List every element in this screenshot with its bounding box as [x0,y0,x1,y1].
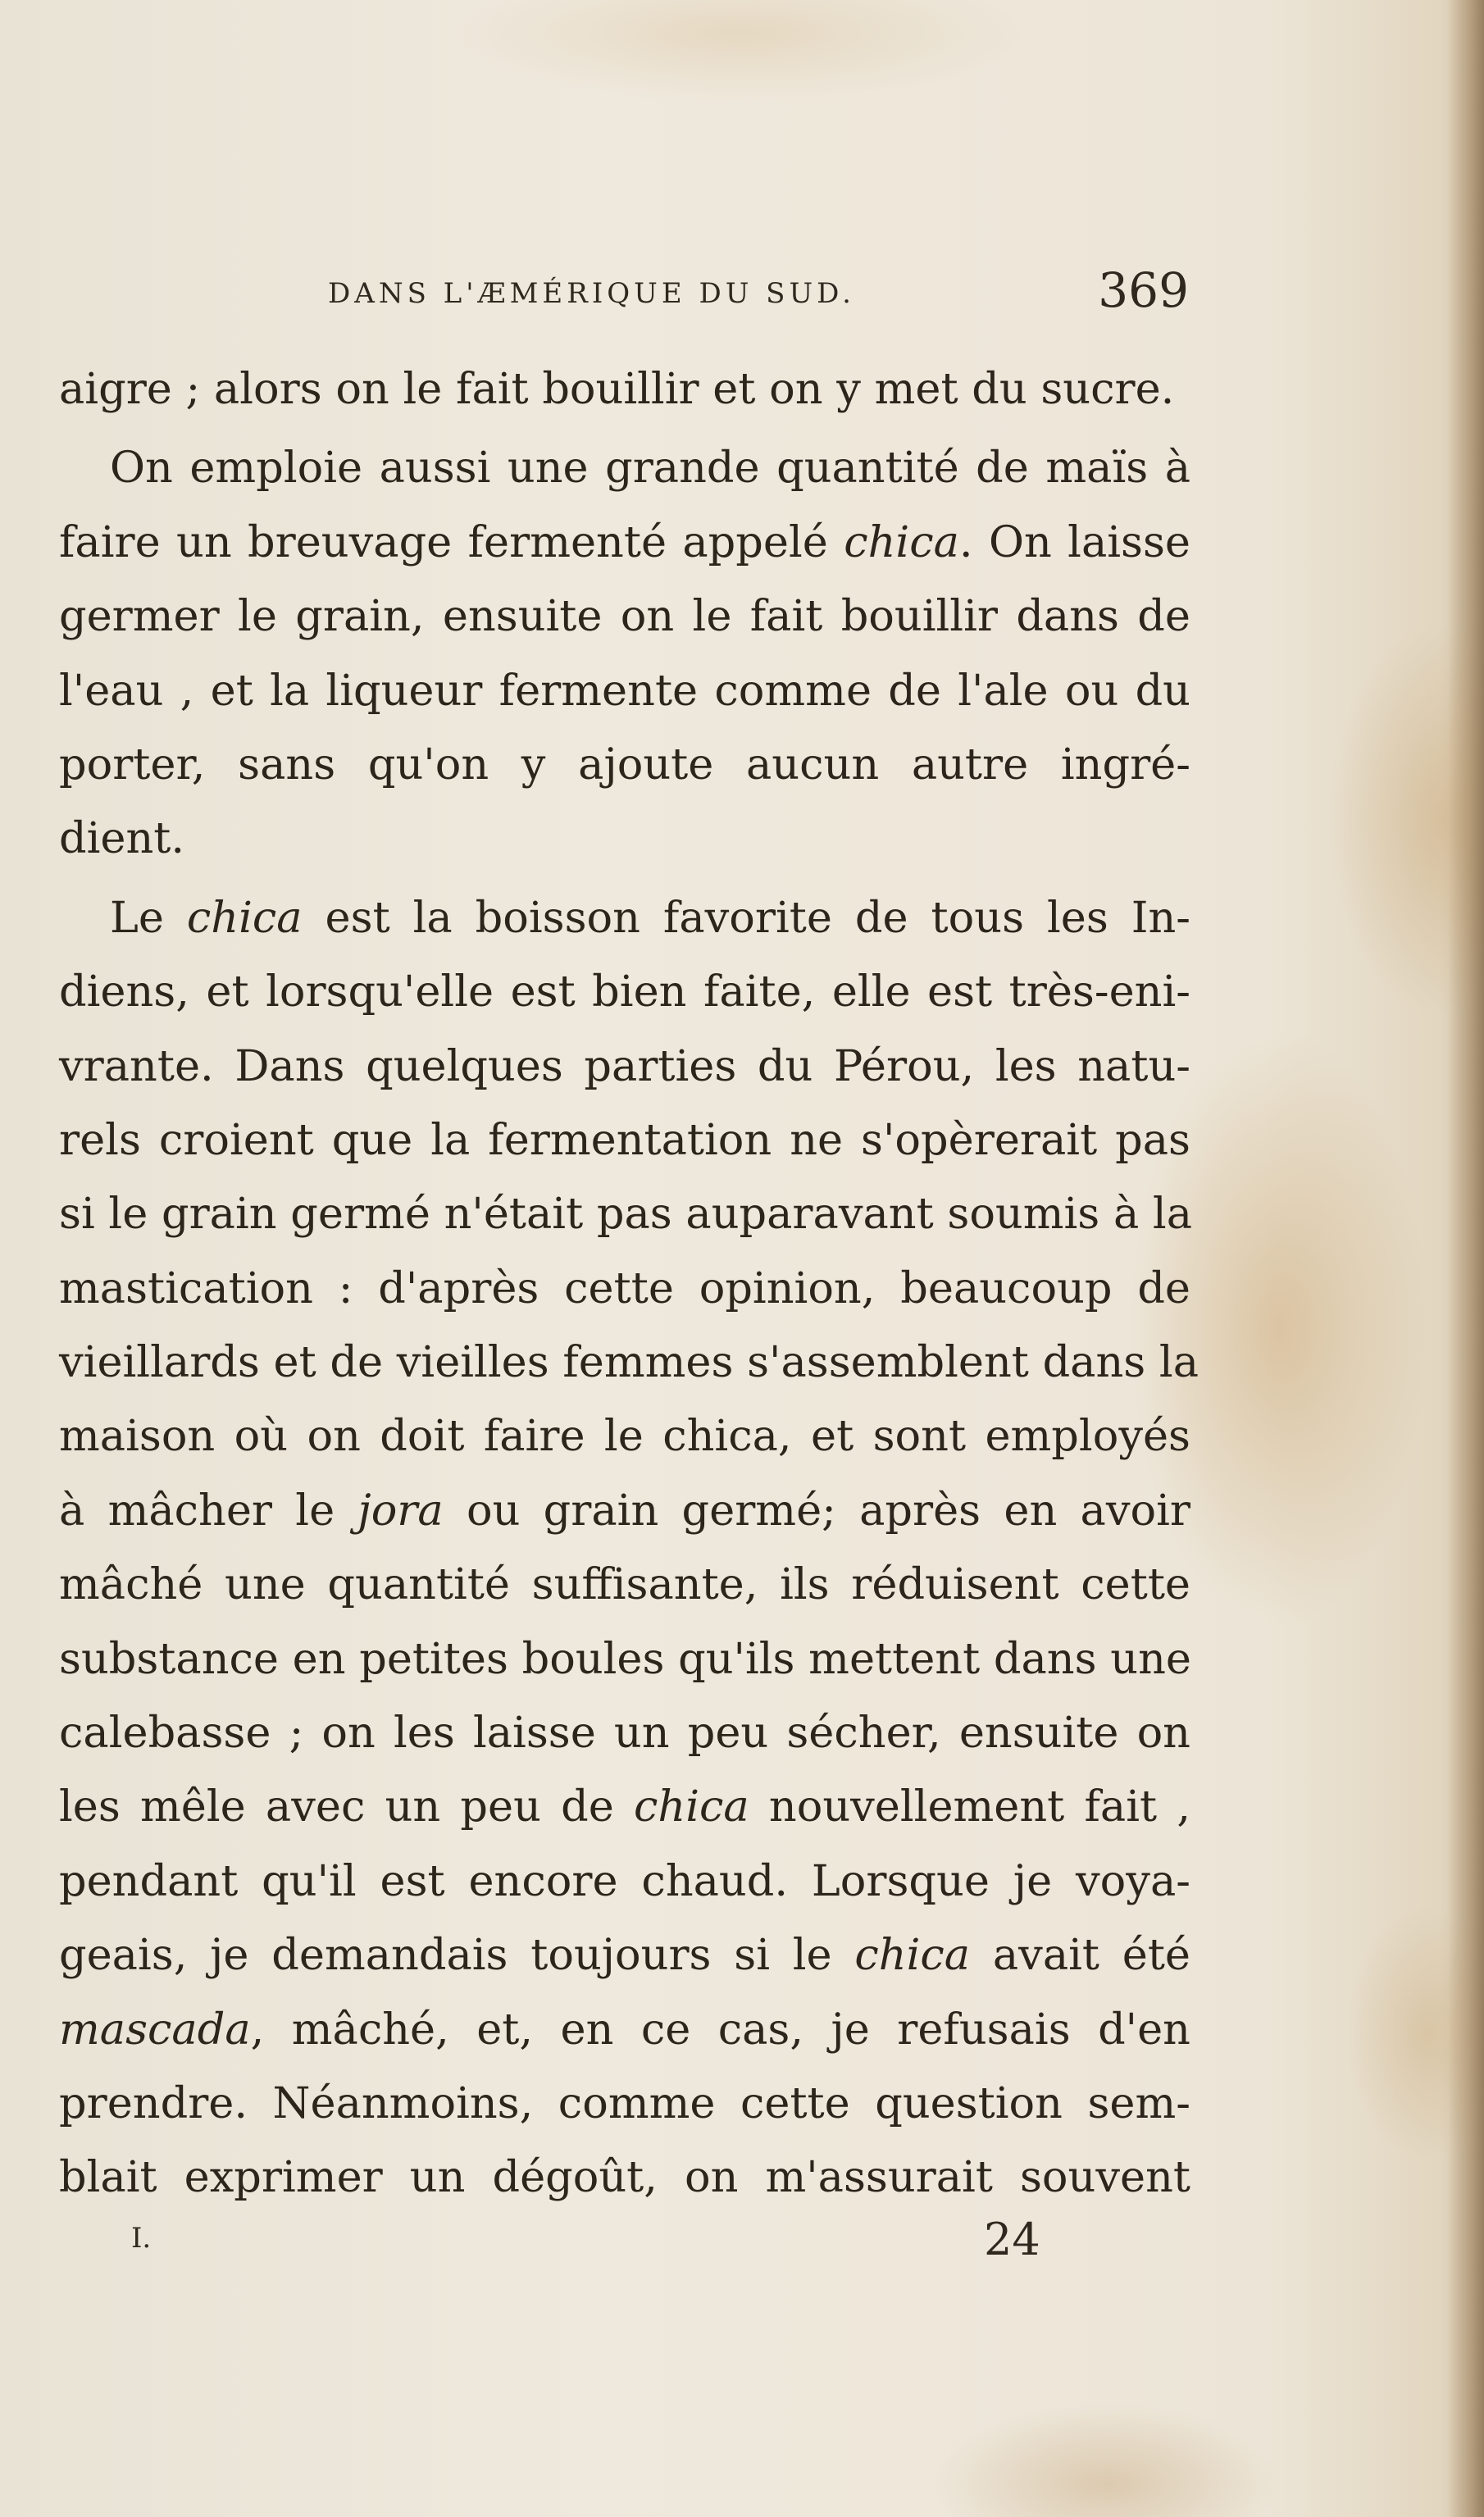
text-run: diens, et lorsqu'elle est bien faite, elle est très-eni- [59,967,1190,1017]
italic-term: chica [186,892,303,943]
text-line [59,506,1190,580]
text-line [59,1770,1190,1844]
text-run: faire un breuvage fermenté appelé [59,517,844,567]
text-line [59,1918,1190,1992]
text-run: geais, je demandais toujours si le [59,1930,855,1981]
text-run: germer le grain, ensuite on le fait bouillir dans de [59,591,1190,642]
page-number: 369 [1098,262,1189,318]
text-run: substance en petites boules qu'ils mettent dans une [59,1633,1191,1684]
italic-term: jora [357,1485,444,1536]
text-run: blait exprimer un dégoût, on m'assurait souvent [59,2152,1190,2203]
italic-term: mascada [59,2004,251,2055]
text-run: On emploie aussi une grande quantité de maïs à [110,443,1190,494]
running-head: DANS L'ÆMÉRIQUE DU SUD. [328,277,855,310]
text-line [59,1030,1190,1104]
text-line [59,1696,1190,1770]
text-line [59,1993,1190,2067]
text-line [59,1623,1190,1696]
text-line [59,353,1190,426]
text-run: pendant qu'il est encore chaud. Lorsque je voya- [59,1855,1190,1906]
italic-term: chica [633,1782,749,1832]
page-footer [131,2214,1049,2279]
text-line [59,728,1190,802]
text-line [59,1177,1193,1251]
text-line [59,2141,1190,2214]
italic-term: chica [854,1930,971,1981]
text-run: l'eau , et la liqueur fermente comme de l'ale ou du [59,665,1190,716]
body-text [59,353,1199,2215]
text-run: est la boisson favorite de tous les In- [302,892,1191,943]
text-run: . On laisse [958,517,1190,567]
text-line [59,881,1190,955]
gathering-signature: 24 [984,2214,1040,2265]
text-line [59,955,1190,1029]
text-run: mastication : d'après cette opinion, beaucoup de [59,1263,1190,1313]
text-line [59,580,1190,653]
text-run: si le grain germé n'était pas auparavant soumis à la [59,1189,1193,1240]
text-run: mâché une quantité suffisante, ils réduisent cette [59,1559,1190,1610]
text-line [59,1400,1190,1473]
text-run: prendre. Néanmoins, comme cette question sem- [59,2078,1190,2128]
text-line [59,2067,1190,2141]
text-run: maison où on doit faire le chica, et sont employés [59,1411,1190,1462]
text-line [59,431,1190,505]
volume-mark: I. [131,2222,152,2255]
text-line [59,1474,1190,1548]
text-line [59,1845,1190,1918]
text-run: les mêle avec un peu de [59,1782,634,1832]
text-run: avait été [970,1930,1190,1981]
page-spine-shadow [1448,0,1484,2517]
text-line [59,1326,1199,1400]
text-line [59,654,1190,728]
text-run: dient. [59,813,185,864]
text-line [59,1548,1190,1622]
italic-term: chica [844,517,959,567]
text-run: vieillards et de vieilles femmes s'assemblent dans la [59,1337,1199,1388]
text-run: nouvellement fait , [749,1782,1191,1832]
text-run: vrante. Dans quelques parties du Pérou, les natu- [59,1040,1190,1091]
text-line [59,1252,1190,1326]
text-run: aigre ; alors on le fait bouillir et on y met du sucre. [59,364,1175,414]
text-run: ou grain germé; après en avoir [443,1485,1190,1536]
text-run: , mâché, et, en ce cas, je refusais d'en [250,2004,1190,2055]
text-run: porter, sans qu'on y ajoute aucun autre ingré- [59,739,1190,790]
text-run: à mâcher le [59,1485,358,1536]
text-run: calebasse ; on les laisse un peu sécher, ensuite on [59,1708,1190,1759]
text-run: rels croient que la fermentation ne s'opèrerait pas [59,1114,1190,1165]
text-run: Le [110,892,187,943]
page-header [328,262,1189,336]
text-line [59,802,1190,876]
text-line [59,1104,1190,1177]
